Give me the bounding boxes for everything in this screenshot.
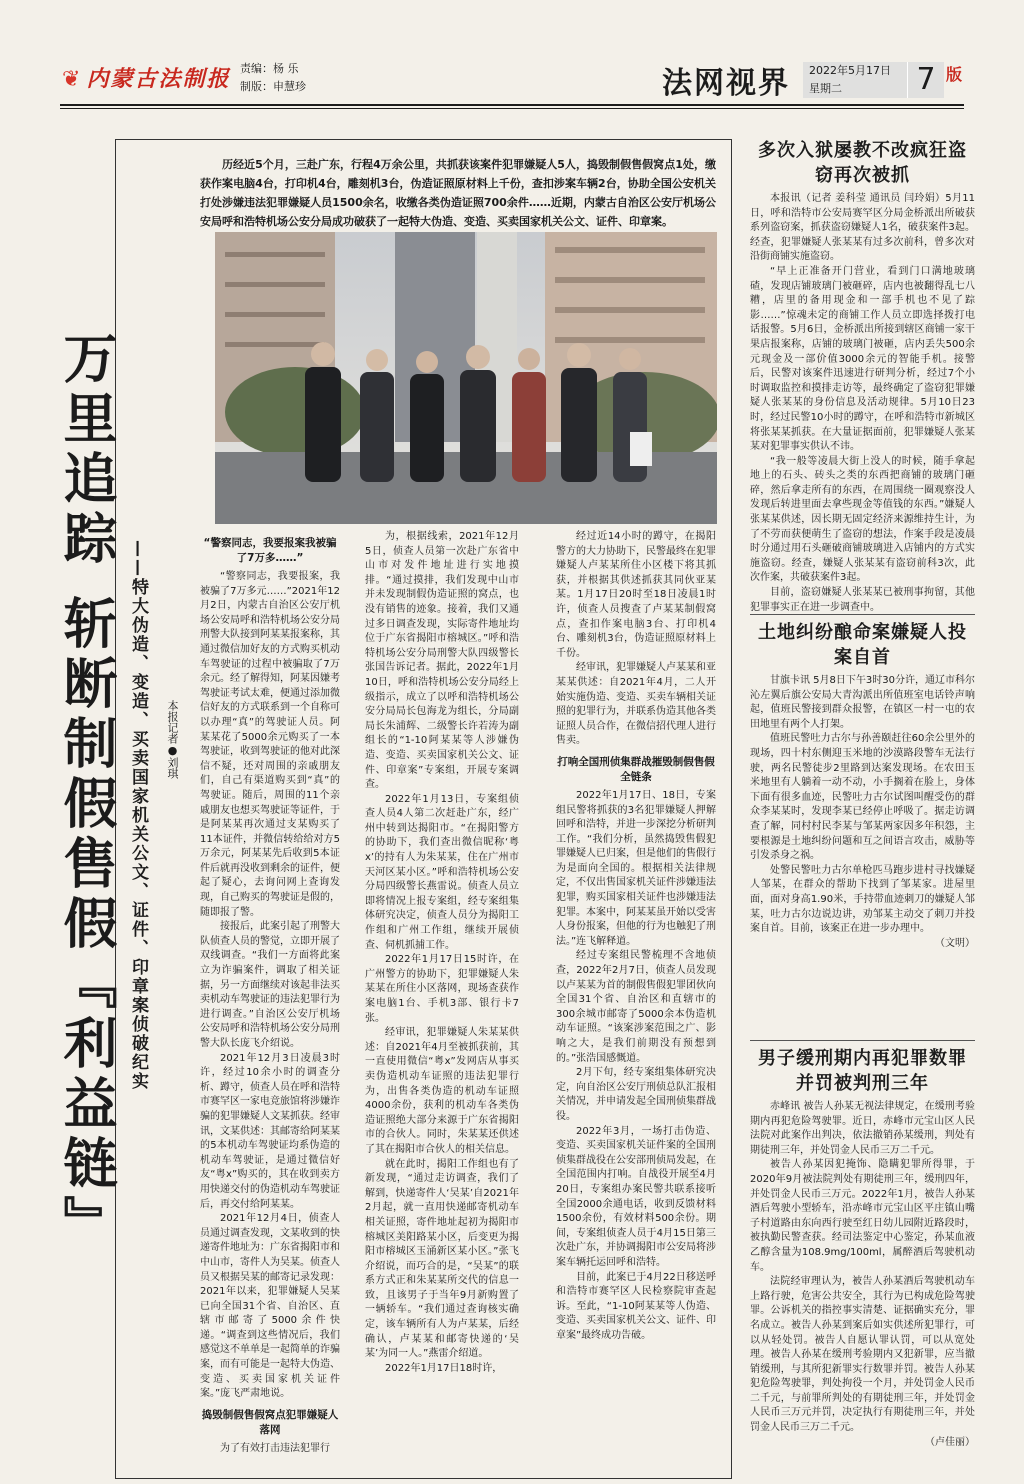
article-paragraph: 甘旗卡讯 5月8日下午3时30分许，通辽市科尔沁左翼后旗公安局大青沟派出所值班室电话铃声响起，值班民警接到群众报警，在镇区一村一屯的农田地里有两个人打架。 [750, 675, 975, 730]
section-subhead: 捣毁制假售假窝点犯罪嫌疑人落网 [201, 1408, 339, 1436]
story-land-title: 土地纠纷酿命案嫌疑人投案自首 [758, 622, 967, 668]
story-divider [750, 614, 975, 615]
story-theft-body [750, 192, 975, 615]
article-paragraph: “早上正准备开门营业，看到门口满地玻璃碴，发现店铺玻璃门被砸碎，店内也被翻得乱七八糟，店里的备用现金和一部手机也不见了踪影……”惊魂未定的商铺工作人员立即选择拨打电话报警。5月6日，金桥派出所接到辖区商铺一家干果店报案称，店铺的玻璃门被砸，店内丢失500余元现金及一部价值3000余元的智能手机。接警后，民警对该案件迅速进行研判分析，经过7个小时调取监控和摸排走访等，最终确定了盗窃犯罪嫌疑人张某某的身份信息及活动规律。5月10日23时，经过民警10小时的蹲守，在呼和浩特市新城区将张某某抓获。在大量证据面前，犯罪嫌疑人张某某对犯罪事实供认不讳。 [750, 265, 975, 453]
article-paragraph: 目前，此案已于4月22日移送呼和浩特市赛罕区人民检察院审查起诉。至此，“1-10阿某某等人伪造、变造、买卖国家机关公文、证件、印章案”最终成功告破。 [556, 1271, 716, 1341]
main-story-column-1 [200, 530, 340, 1456]
article-paragraph: 为，根据线索，2021年12月5日，侦查人员第一次赴广东省中山市对发件地址进行实地摸排。“通过摸排，我们发现中山市并未发现制假伪造证照的窝点，也没有销售的迹象。接着，我们又通过多日调查发现，实际寄件地址均位于广东省揭阳市榕城区。”呼和浩特机场公安分局刑警大队四级警长张国告诉记者。据此，2022年1月10日，呼和浩特机场公安分局经上级指示，成立了以呼和浩特机场公安分局局长包海龙为组长，分局副局长朱浦辉、二级警长许若涛为副组长的“1-10阿某某等人涉嫌伪造、变造、买卖国家机关公文、证件、印章案”专案组，开展专案调查。 [365, 531, 519, 791]
article-signoff: （文明） [935, 937, 975, 949]
story-land-body [750, 674, 975, 951]
article-paragraph: 2022年1月13日，专案组侦查人员4人第二次赶赴广东，经广州中转到达揭阳市。“在揭阳警方的协助下，我们查出微信昵称‘粤x’的持有人为朱某某，住在广州市天河区某小区。”呼和浩特机场公安分局四级警长燕雷说。侦查人员立即将情况上报专案组，经专案组集体研究决定，侦查人员分为揭阳工作组和广州工作组，继续开展侦查、伺机抓捕工作。 [365, 793, 519, 951]
logo-text: 内蒙古法制报 [86, 67, 231, 92]
story-probation-body [750, 1100, 975, 1450]
masthead-rule [60, 104, 964, 106]
logo-emblem-icon: ❦ [62, 67, 83, 92]
story-theft-arrest [750, 138, 975, 615]
main-story-title: 万里追踪 斩断制假售假『利益链』 [55, 330, 118, 1255]
article-paragraph: 2022年1月17日15时许，在广州警方的协助下，犯罪嫌疑人朱某某在所住小区落网，现场查获作案电脑1台、手机3部、银行卡7张。 [365, 954, 519, 1024]
story-land-dispute [750, 620, 975, 951]
article-paragraph: 被告人孙某因犯掩饰、隐瞒犯罪所得罪，于2020年9月被法院判处有期徒刑三年，缓刑四年，并处罚金人民币三万元。2022年1月，被告人孙某酒后驾驶小型轿车，沿赤峰市元宝山区平庄镇山嘴子村道路由东向西行驶至红日幼儿园附近路段时，被执勤民警查获。经司法鉴定中心鉴定，孙某血液乙醇含量为108.9mg/100ml，属醉酒后驾驶机动车。 [750, 1159, 975, 1273]
section-title: 法网视界 [662, 66, 790, 101]
editor-credit: 责编：杨 乐 [240, 62, 299, 75]
article-paragraph: “警察同志，我要报案，我被骗了7万多元……”2021年12月2日，内蒙古自治区公安厅机场公安局呼和浩特机场公安分局刑警大队接到阿某某报案称，其通过微信加好友的方式购买机动车驾驶证的过程中被骗取了7万余元。经了解得知，阿某因嫌考驾驶证考试太难，便通过添加微信好友的方式联系到一个自称可以办理“真”的驾驶证人员。阿某某花了5000余元购买了一本驾驶证，收到驾驶证的他对此深信不疑，还对周围的亲戚朋友们，自己有渠道购买到“真”的驾驶证。随后，周围的11个亲戚朋友也想买驾驶证等证件，于是阿某某再次通过支某购买了11本证件，并微信转给给对方5万余元，阿某某先后收到5本证件后就再没收到剩余的证件，便起了疑心，去询问网上查询发现，自己购买的驾驶证是假的，随即报了警。 [200, 571, 340, 918]
article-paragraph: 接报后，此案引起了刑警大队侦查人员的警觉，立即开展了双线调查。“我们一方面将此案立为诈骗案件，调取了相关证据，另一方面继续对该起非法买卖机动车驾驶证的违法犯罪行为进行调查。”自治区公安厅机场公安局呼和浩特机场公安分局刑警大队长庞飞介绍说。 [200, 921, 340, 1049]
police-group-photo [215, 232, 717, 524]
main-story-lead: 历经近5个月，三赴广东，行程4万余公里，共抓获该案件犯罪嫌疑人5人，捣毁制假售假窝点1处，缴获作案电脑4台，打印机4台，雕刻机3台，伪造证照原材料上千份，查扣涉案车辆2台，协助全国公安机关打处涉嫌违法犯罪嫌疑人员1500余名，收缴各类伪造证照700余件……近期，内蒙古自治区公安厅机场公安局呼和浩特机场公安分局成功破获了一起特大伪造、变造、买卖国家机关公文、证件、印章案。 [200, 158, 716, 228]
article-paragraph: 2022年3月，一场打击伪造、变造、买卖国家机关证件案的全国刑侦集群战役在公安部刑侦局发起，在全国范围内打响。自战役开展至4月20日，专案组办案民警共联系接听全国2000余通电话，收到反馈材料1500余份，有效材料500余份。期间，专案组侦查人员于4月15日第三次赴广东，并协调揭阳市公安局将涉案车辆托运回呼和浩特。 [556, 1125, 716, 1268]
issue-date: 2022年5月17日 [809, 64, 891, 77]
article-paragraph: 经过近14小时的蹲守，在揭阳警方的大力协助下，民警最终在犯罪嫌疑人卢某某所住小区楼下将其抓获，并根据其供述抓获其同伙亚某某。1月17日20时至18日凌晨1时许，侦查人员搜查了卢某某制假窝点，查扣作案电脑3台、打印机4台、雕刻机3台，伪造证照原材料上千份。 [556, 531, 716, 659]
article-paragraph: 本报讯（记者 姜科莹 通讯员 闫玲娟）5月11日，呼和浩特市公安局赛罕区分局金桥派出所破获系列盗窃案，抓获盗窃嫌疑人1名，破获案件3起。经查，犯罪嫌疑人张某某有过多次前科，曾多次对沿街商铺实施盗窃。 [750, 193, 975, 263]
article-paragraph: 2022年1月17日18时许， [385, 1362, 503, 1374]
article-paragraph: 2021年12月4日，侦查人员通过调查发现，文某收到的快递寄件地址为：广东省揭阳市和中山市，寄件人为吴某。侦查人员又根据吴某的邮寄记录发现：2021年以来，犯罪嫌疑人吴某已向全国31个省、自治区、直辖市邮寄了5000余件快递。“调查到这些情况后，我们感觉这不单单是一起简单的诈骗案，而有可能是一起特大伪造、变造、买卖国家机关证件案。”庞飞严肃地说。 [200, 1213, 340, 1400]
article-paragraph: 2021年12月3日凌晨3时许，经过10余小时的调查分析、蹲守，侦查人员在呼和浩特市赛罕区一家电竞旅馆将涉嫌诈骗的犯罪嫌疑人文某抓获。经审讯，文某供述：其邮寄给阿某某的5本机动车驾驶证均系伪造的机动车驾驶证，是通过微信好友“粤x”购买的，其在收到卖方用快递交付的伪造机动车驾驶证后，再交付给阿某某。 [200, 1052, 340, 1210]
article-paragraph: 2月下旬，经专案组集体研究决定，向自治区公安厅刑侦总队汇报相关情况，并申请发起全国刑侦集群战役。 [556, 1067, 716, 1122]
masthead-rule-thin [60, 108, 964, 109]
article-paragraph: 经审讯，犯罪嫌疑人朱某某供述：自2021年4月至被抓获前，其一直使用微信“粤x”发网店从事买卖伪造机动车证照的违法犯罪行为，出售各类伪造的机动车证照4000余份，获利的机动车各类伪造证照绝大部分来源于广东省揭阳市的合伙人。同时，朱某某还供述了其在揭阳市合伙人的相关信息。 [365, 1027, 519, 1155]
issue-weekday: 星期二 [809, 82, 842, 95]
article-paragraph: 经过专案组民警梳理不含地侦查，2022年2月7日，侦查人员发现以卢某某为首的制假售假犯罪团伙向全国31个省、自治区和直辖市的300余城市邮寄了5000余本伪造机动车证照。“该案涉案范围之广、影响之大，是我们前期没有预想到的。”张浩国感慨道。 [556, 950, 716, 1064]
section-subhead: “警察同志，我要报案我被骗了7万多……” [203, 537, 337, 564]
article-paragraph: “我一般等凌晨大街上没人的时候，随手拿起地上的石头、砖头之类的东西把商铺的玻璃门砸碎，然后拿走所有的东西，在周围绕一圈观察没人发现后转进里面去拿些现金等值钱的东西。”嫌疑人张某某供述，因长期无固定经济来源维持生计，为了不劳而获便萌生了盗窃的想法，作案手段是凌晨时分通过用石头砸破商铺玻璃进入店铺内的方式实施盗窃。经查，嫌疑人张某某有盗窃前科3次，此次作案，共破获案件3起。 [750, 455, 975, 584]
article-paragraph: 目前，盗窃嫌疑人张某某已被刑事拘留，其他犯罪事实正在进一步调查中。 [750, 587, 975, 613]
page-number: 7 [907, 62, 944, 98]
story-probation [750, 1046, 975, 1450]
section-subhead: 打响全国刑侦集群战摧毁制假售假全链条 [557, 755, 715, 783]
main-story-column-3 [556, 530, 716, 1343]
article-paragraph: 处警民警吐力古尔单枪匹马跑步进村寻找嫌疑人邹某，在群众的帮助下找到了邹某家。进屋里面，面对身高1.90米，手持带血迹刺刀的嫌疑人邹某，吐力古尔边说边讲，劝邹某主动交了刺刀并投案自首。目前，该案正在进一步办理中。 [750, 864, 975, 935]
main-story-column-2 [365, 530, 519, 1376]
article-paragraph: 值班民警吐力古尔与孙善颐赶往60余公里外的现场，四十村东侧迎玉米地的沙漠路段警车无法行驶，两名民警徒步2里路到达案发现场。在农田玉米地里有人躺着一动不动，小手搁着在脸上，身体下面有很多血迹，民警吐力古尔试图叫醒受伤的群众李某某时，发现李某已经停止呼吸了。据走访调查了解，同村村民李某与邹某两家因多年积怨，主要根源是土地纠纷问题和互之间语言攻击，威胁等引发杀身之祸。 [750, 733, 975, 862]
main-story-byline: 本报记者●刘琪 [166, 700, 179, 779]
article-paragraph: 为了有效打击违法犯罪行 [220, 1442, 330, 1454]
date-box [803, 62, 907, 98]
story-probation-title: 男子缓刑期内再犯罪数罪并罚被判刑三年 [758, 1048, 967, 1094]
article-paragraph: 就在此时，揭阳工作组也有了新发现，“通过走访调查，我们了解到，快递寄件人‘吴某’自2021年2月起，就一直用快递邮寄机动车相关证照，寄件地址起初为揭阳市榕城区美阳路某小区，后变更为揭阳市榕城区玉涌新区某小区。”张飞介绍说，而巧合的是，“吴某”的联系方式正和朱某某所交代的信息一致，且该男子于当年9月新购置了一辆轿车。“我们通过查询核实确定，该车辆所有人为卢某某，后经确认，卢某某和邮寄快递的‘吴某’为同一人。”燕雷介绍道。 [365, 1158, 519, 1360]
producer-credit: 制版：申慧珍 [240, 80, 306, 93]
article-paragraph: 经审讯，犯罪嫌疑人卢某某和亚某某供述：自2021年4月，二人开始实施伪造、变造、买卖车辆相关证照的犯罪行为，并联系伪造其他各类证照人员合作，在微信招代理人进行售卖。 [556, 662, 716, 747]
story-divider [750, 1040, 975, 1041]
article-paragraph: 2022年1月17日、18日，专案组民警将抓获的3名犯罪嫌疑人押解回呼和浩特，并进一步深挖分析研判工作。“我们分析，虽然捣毁售假犯罪嫌疑人已归案，但是他们的售假行为是面向全国的。根据相关法律规定，不仅出售国家机关证件涉嫌违法犯罪，购买国家相关证件也涉嫌违法犯罪。本案中，阿某某虽开始以受害人身份报案，但他的行为也触犯了刑法。”连飞解释道。 [556, 789, 716, 947]
article-paragraph: 法院经审理认为，被告人孙某酒后驾驶机动车上路行驶，危害公共安全，其行为已构成危险驾驶罪。公诉机关的指控事实清楚、证据确实充分，罪名成立。被告人孙某到案后如实供述所犯罪行，可以从轻处罚。被告人自愿认罪认罚，可以从宽处理。被告人孙某在缓刑考验期内又犯新罪，应当撤销缓刑，与其所犯新罪实行数罪并罚。被告人孙某犯危险驾驶罪，判处拘役一个月，并处罚金人民币二千元，与前罪所判处的有期徒刑三年，并处罚金人民币三万元并罚，决定执行有期徒刑三年，并处罚金人民币三万二千元。 [750, 1276, 975, 1434]
newspaper-logo [62, 62, 230, 93]
article-signoff: （卢佳丽） [925, 1436, 975, 1448]
page-label: 版 [946, 65, 963, 84]
main-story-photo [215, 232, 717, 524]
story-theft-title: 多次入狱屡教不改疯狂盗窃再次被抓 [758, 140, 967, 186]
main-story-subtitle: ——特大伪造、变造、买卖国家机关公文、证件、印章案侦破纪实 [128, 540, 148, 1091]
editor-credits [240, 60, 306, 96]
article-paragraph: 赤峰讯 被告人孙某无视法律规定，在缓刑考验期内再犯危险驾驶罪。近日，赤峰市元宝山区人民法院对此案作出判决，依法撤销孙某缓刑，判处有期徒刑三年，并处罚金人民币三万二千元。 [750, 1101, 975, 1156]
